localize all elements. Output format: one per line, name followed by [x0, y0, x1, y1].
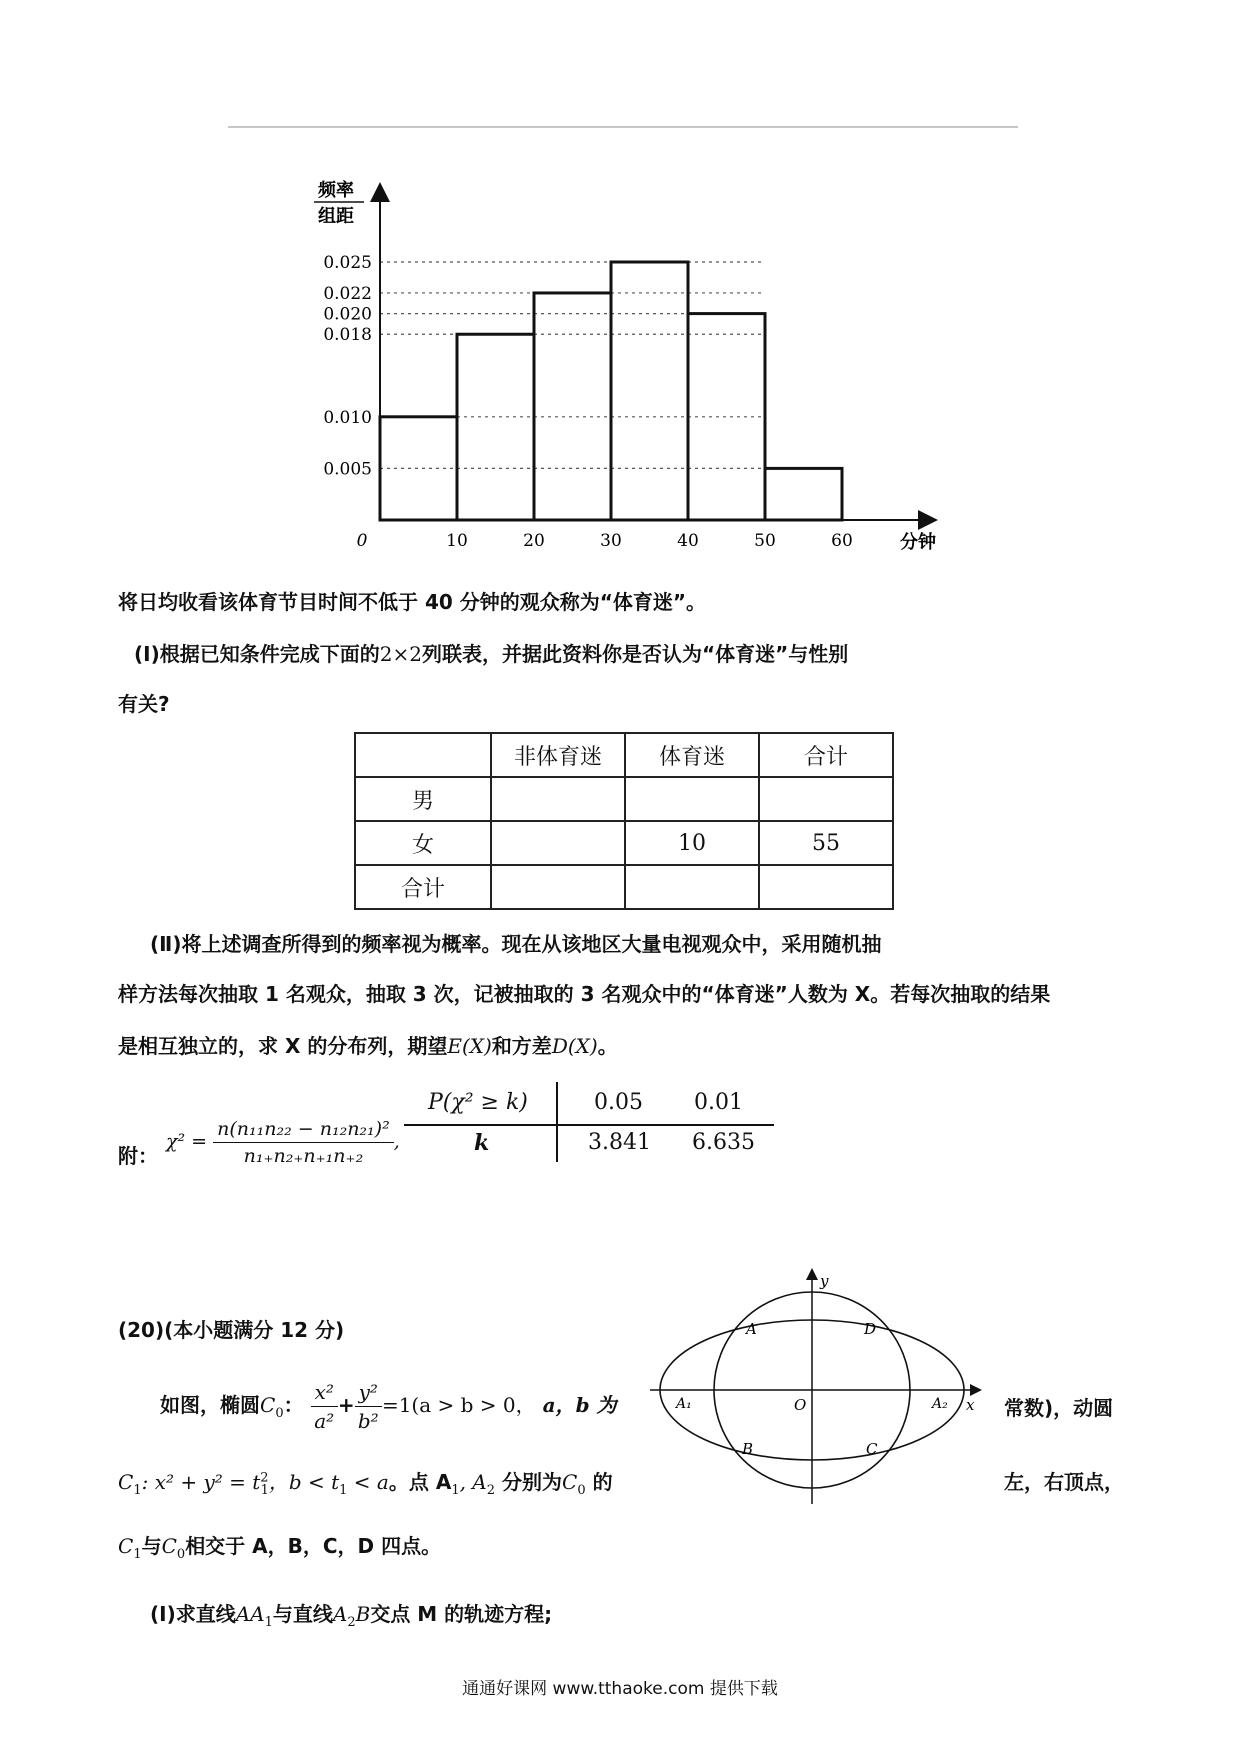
table-row [355, 777, 893, 821]
question-1-line2: 有关? [118, 692, 170, 716]
histogram-chart [280, 170, 980, 560]
y-tick-label: 0.018 [323, 325, 372, 346]
y-tick-label: 0.025 [323, 253, 372, 273]
table-cell: 合计 [355, 865, 491, 909]
table-cell [491, 777, 625, 821]
footer-text: 通通好课网 www.tthaoke.com 提供下载 [462, 1679, 778, 1699]
y-tick-label: 0.010 [323, 407, 372, 428]
x-tick-label: 50 [754, 531, 776, 551]
fig-label-B: B [742, 1440, 754, 1458]
table-cell [759, 865, 893, 909]
table-row [355, 821, 893, 865]
ellipse-circle-figure [640, 1268, 1000, 1508]
table-cell [491, 865, 625, 909]
x-tick-label: 60 [831, 531, 853, 551]
problem-20-heading: (20)(本小题满分 12 分) [118, 1318, 345, 1342]
y-tick-label: 0.022 [323, 283, 372, 304]
fig-label-O: O [794, 1396, 807, 1414]
table-cell: 10 [625, 821, 759, 865]
fig-label-D: D [864, 1320, 877, 1338]
ylabel-bottom: 组距 [318, 206, 354, 227]
critical-value-table [404, 1082, 774, 1162]
table-cell: 体育迷 [625, 733, 759, 777]
fig-label-A: A [746, 1320, 757, 1338]
problem-20-const: 常数)，动圆 [1004, 1396, 1114, 1420]
table-cell: 男 [355, 777, 491, 821]
x-tick-label: 10 [446, 531, 468, 551]
table-cell: 女 [355, 821, 491, 865]
question-2-line2: 样方法每次抽取 1 名观众，抽取 3 次，记被抽取的 3 名观众中的“体育迷”人数为 X。若每次抽取的结果 [118, 982, 1051, 1006]
histogram-bar [457, 334, 534, 520]
table-cell [625, 777, 759, 821]
top-rule [228, 126, 1018, 128]
variance-DX: D(X) [551, 1034, 598, 1058]
x-tick-label: 40 [677, 531, 699, 551]
crit-row1-val1: 0.05 [594, 1090, 643, 1115]
y-tick-label: 0.020 [323, 304, 372, 325]
problem-20-line3: $C_1$与$C_0$相交于 A，B，C，D 四点。 [118, 1534, 442, 1562]
problem-20-q1: (Ⅰ)求直线$AA_1$与直线$A_2B$交点 M 的轨迹方程; [150, 1602, 553, 1630]
definition-text: 将日均收看该体育节目时间不低于 40 分钟的观众称为“体育迷”。 [118, 590, 707, 614]
fig-label-x: x [966, 1396, 975, 1414]
crit-row2-val2: 6.635 [692, 1130, 755, 1155]
crit-row2-label: k [474, 1130, 490, 1156]
question-2-line1: (Ⅱ)将上述调查所得到的频率视为概率。现在从该地区大量电视观众中，采用随机抽 [150, 932, 882, 956]
crit-row1-label: P(χ² ≥ k) [428, 1090, 528, 1115]
table-cell: 非体育迷 [491, 733, 625, 777]
x-tick-label: 0 [356, 531, 368, 551]
table-row [355, 733, 893, 777]
question-1-line1: (Ⅰ)根据已知条件完成下面的2×2列联表，并据此资料你是否认为“体育迷”与性别 [134, 642, 849, 666]
table-cell [355, 733, 491, 777]
table-cell [491, 821, 625, 865]
x-tick-label: 30 [600, 531, 622, 551]
question-2-line3: 是相互独立的，求 X 的分布列，期望E(X)和方差D(X)。 [118, 1034, 618, 1058]
fig-label-A1: A₁ [676, 1396, 692, 1412]
problem-20-line2: $C_1$: $x^2 + y^2 = t^2_1$，$b < t_1 < a$。点 $A_1$, $A_2$ 分别为$C_0$ 的 [118, 1470, 613, 1498]
math-2x2: 2×2 [379, 642, 422, 666]
histogram-bar [765, 468, 842, 520]
table-row [355, 865, 893, 909]
table-cell [759, 777, 893, 821]
expectation-EX: E(X) [447, 1034, 492, 1058]
histogram-bar [611, 262, 688, 520]
appendix-label: 附： [118, 1144, 158, 1168]
histogram-bar [534, 293, 611, 520]
fig-label-y: y [820, 1272, 829, 1290]
table-cell: 合计 [759, 733, 893, 777]
chi-square-formula: χ² = $\frac{\text{n(n₁₁n₂₂ − n₁₂n₂₁)²}}{\text{n₁₊n₂₊n₊₁n₊₂}}$ , [166, 1118, 400, 1167]
contingency-table [354, 732, 894, 910]
ylabel-top: 频率 [318, 180, 354, 201]
crit-row2-val1: 3.841 [588, 1130, 651, 1155]
table-cell: 55 [759, 821, 893, 865]
problem-20-line1: 如图，椭圆$C_0$： $\frac{\text{x²}}{\text{a²}}$ + $\frac{\text{y²}}{\text{b²}}$ =1(a > b > 0， a，b 为 [160, 1380, 617, 1433]
table-cell [625, 865, 759, 909]
y-tick-label: 0.005 [323, 459, 372, 480]
xlabel: 分钟 [900, 532, 936, 553]
fig-label-A2: A₂ [932, 1396, 948, 1412]
crit-row1-val2: 0.01 [694, 1090, 743, 1115]
x-tick-label: 20 [523, 531, 545, 551]
problem-20-vertex: 左，右顶点， [1004, 1470, 1124, 1494]
fig-label-C: C [866, 1440, 878, 1458]
